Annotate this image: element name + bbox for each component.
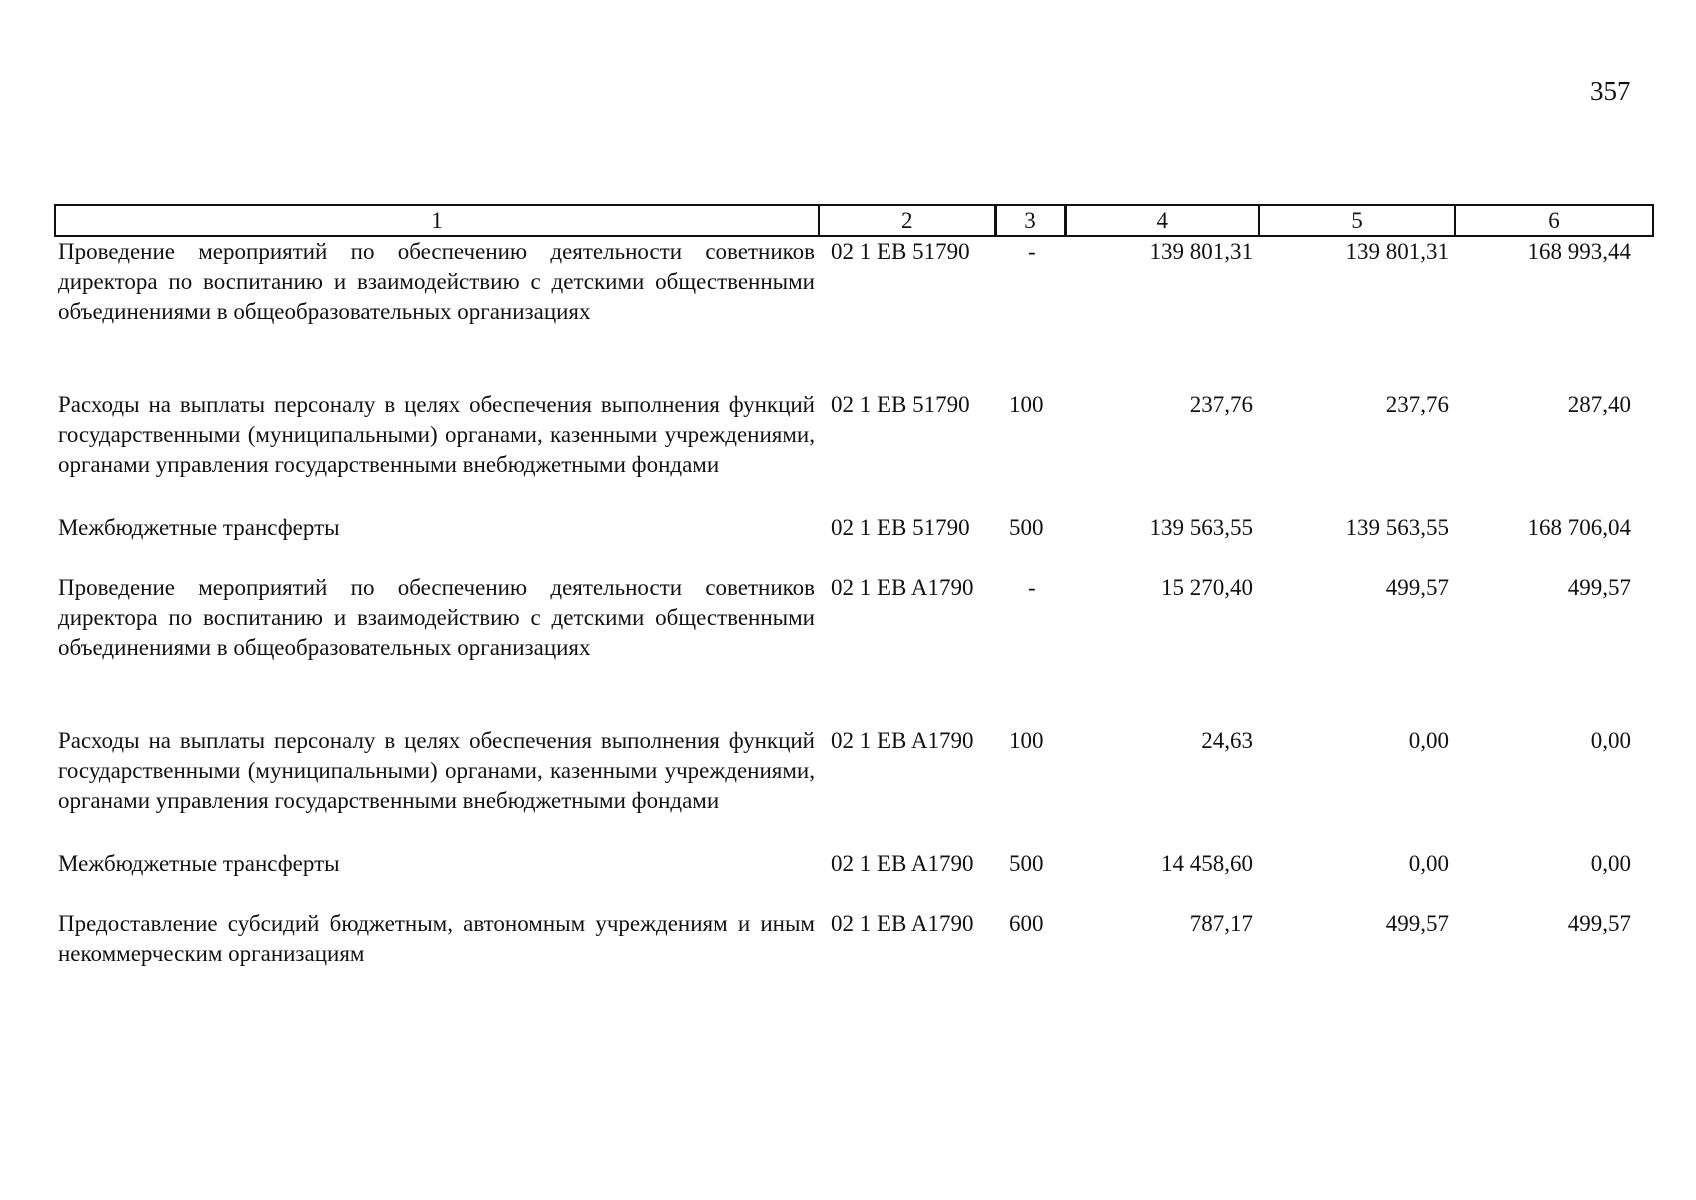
table-row bbox=[55, 909, 1653, 969]
row-target-code: 02 1 EB A1790 bbox=[831, 728, 974, 753]
row-target-code: 02 1 EB 51790 bbox=[831, 239, 970, 264]
row-value-6: 499,57 bbox=[1567, 911, 1631, 936]
column-header-4: 4 bbox=[1065, 205, 1259, 236]
table-row bbox=[55, 849, 1653, 909]
row-value-5: 237,76 bbox=[1385, 392, 1449, 417]
row-target-code: 02 1 EB 51790 bbox=[831, 392, 970, 417]
row-value-4: 237,76 bbox=[1189, 392, 1253, 417]
row-name: Расходы на выплаты персоналу в целях обеспечения выполнения функций государственными (муниципальными) органами, казенными учреждениями, органами управления государственными внебюджетными фондами bbox=[58, 728, 815, 813]
row-expense-type: 100 bbox=[1009, 392, 1044, 417]
row-value-4: 139 563,55 bbox=[1149, 515, 1253, 540]
row-expense-type: 500 bbox=[1009, 851, 1044, 876]
row-target-code: 02 1 EB 51790 bbox=[831, 515, 970, 540]
row-target-code: 02 1 EB A1790 bbox=[831, 851, 974, 876]
table-body bbox=[55, 236, 1653, 969]
row-value-6: 0,00 bbox=[1590, 851, 1631, 876]
row-target-code: 02 1 EB A1790 bbox=[831, 911, 974, 936]
row-value-5: 0,00 bbox=[1408, 728, 1449, 753]
row-name: Предоставление субсидий бюджетным, автономным учреждениям и иным некоммерческим организациям bbox=[58, 911, 815, 966]
row-value-6: 287,40 bbox=[1567, 392, 1631, 417]
page-number: 357 bbox=[1590, 76, 1631, 106]
row-value-4: 15 270,40 bbox=[1161, 575, 1253, 600]
row-value-6: 0,00 bbox=[1590, 728, 1631, 753]
row-value-5: 499,57 bbox=[1385, 911, 1449, 936]
column-header-6: 6 bbox=[1455, 205, 1653, 236]
row-value-4: 787,17 bbox=[1189, 911, 1253, 936]
row-name: Расходы на выплаты персоналу в целях обеспечения выполнения функций государственными (муниципальными) органами, казенными учреждениями, органами управления государственными внебюджетными фондами bbox=[58, 392, 815, 477]
row-value-6: 168 993,44 bbox=[1527, 239, 1631, 264]
table-row bbox=[55, 236, 1653, 390]
row-value-4: 139 801,31 bbox=[1149, 239, 1253, 264]
budget-table bbox=[54, 204, 1654, 969]
row-value-5: 139 563,55 bbox=[1345, 515, 1449, 540]
table-header bbox=[55, 205, 1653, 236]
row-name: Межбюджетные трансферты bbox=[58, 851, 340, 876]
table-row bbox=[55, 513, 1653, 573]
header-row bbox=[55, 205, 1653, 236]
column-header-2: 2 bbox=[819, 205, 995, 236]
table-row bbox=[55, 390, 1653, 513]
row-value-4: 14 458,60 bbox=[1161, 851, 1253, 876]
row-name: Межбюджетные трансферты bbox=[58, 515, 340, 540]
row-value-5: 139 801,31 bbox=[1345, 239, 1449, 264]
row-expense-type: 100 bbox=[1009, 728, 1044, 753]
row-expense-type: 500 bbox=[1009, 515, 1044, 540]
column-header-3: 3 bbox=[995, 205, 1065, 236]
row-expense-type: - bbox=[1028, 575, 1036, 600]
row-expense-type: 600 bbox=[1009, 911, 1044, 936]
row-expense-type: - bbox=[1028, 239, 1036, 264]
column-header-1: 1 bbox=[55, 205, 819, 236]
table-row bbox=[55, 573, 1653, 726]
row-value-5: 0,00 bbox=[1408, 851, 1449, 876]
row-value-6: 499,57 bbox=[1567, 575, 1631, 600]
row-name: Проведение мероприятий по обеспечению деятельности советников директора по воспитанию и взаимодействию с детскими общественными объединениями в общеобразовательных организациях bbox=[58, 239, 815, 324]
row-value-4: 24,63 bbox=[1201, 728, 1253, 753]
row-name: Проведение мероприятий по обеспечению деятельности советников директора по воспитанию и взаимодействию с детскими общественными объединениями в общеобразовательных организациях bbox=[58, 575, 815, 660]
row-target-code: 02 1 EB A1790 bbox=[831, 575, 974, 600]
row-value-5: 499,57 bbox=[1385, 575, 1449, 600]
column-header-5: 5 bbox=[1259, 205, 1455, 236]
table-row bbox=[55, 726, 1653, 849]
row-value-6: 168 706,04 bbox=[1527, 515, 1631, 540]
